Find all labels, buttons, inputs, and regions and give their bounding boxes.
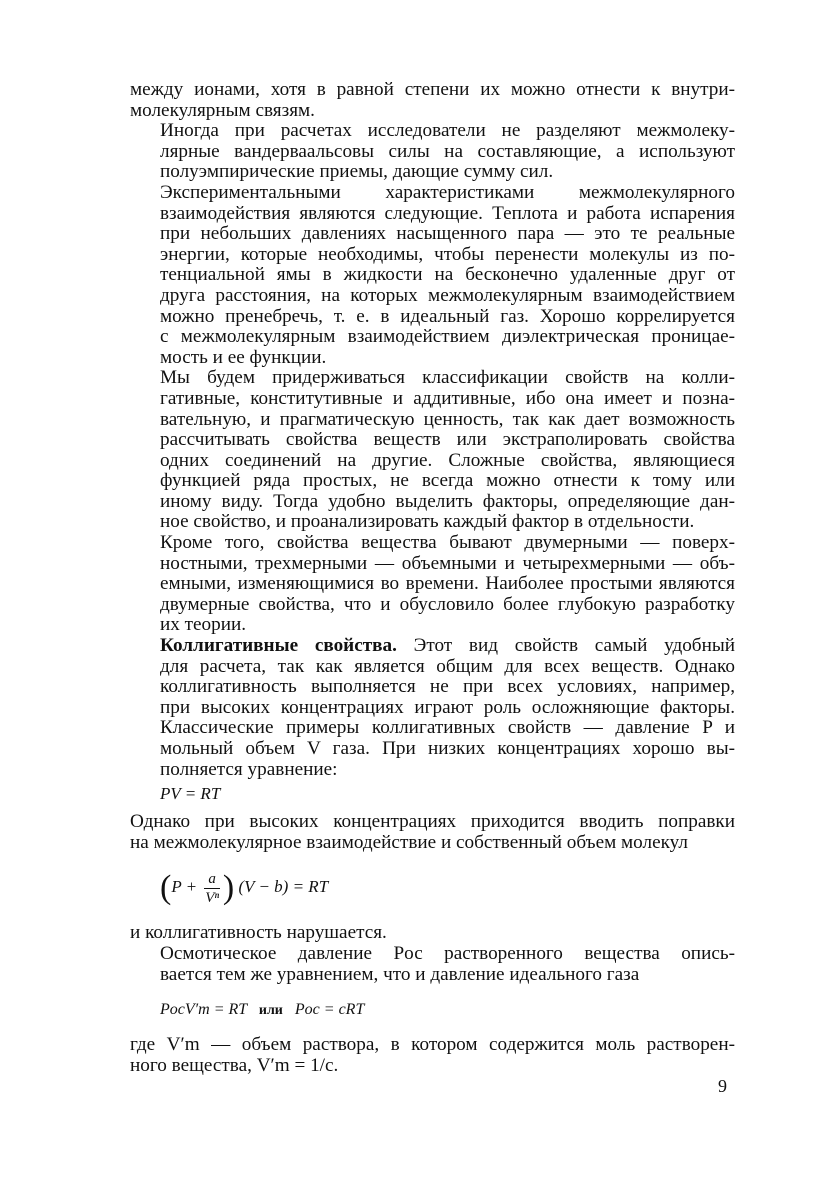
text-line: лярные вандерваальсовы силы на составляющие, а используют: [160, 140, 735, 162]
paragraph-1: [130, 80, 735, 121]
close-paren: ): [222, 869, 235, 907]
text-column: [130, 80, 735, 1076]
eq-osmotic-right: Pос = cRT: [294, 1001, 365, 1019]
text-line: Мы будем придерживаться классификации свойств на колли-: [160, 367, 735, 389]
text-line: Классические примеры коллигативных свойств — давление P и: [160, 717, 735, 739]
text-line: полняется уравнение:: [160, 758, 338, 780]
text-line: между ионами, хотя в равной степени их можно отнести к внутри-: [130, 79, 735, 100]
section-heading: Коллигативные свойства.: [160, 635, 397, 657]
eq-osmotic-left: PосV′m = RT: [160, 1001, 247, 1019]
fraction-denominator: Vⁿ: [205, 889, 220, 906]
text-line: при высоких концентрациях играют роль осложняющие факторы.: [160, 696, 735, 718]
text-line: с межмолекулярным взаимодействием диэлектрическая проницае-: [160, 326, 735, 348]
text-line: мость и ее функции.: [160, 346, 327, 368]
text-line: одних соединений на другие. Сложные свойства, являющиеся: [160, 449, 735, 471]
text-line: коллигативность выполняется не при всех условиях, например,: [160, 676, 735, 698]
text-line: функцией ряда простых, не всегда можно отнести к тому или: [160, 470, 735, 492]
text-line: где V′m — объем раствора, в котором содержится моль растворен-: [130, 1034, 735, 1056]
paragraph-9: [130, 944, 735, 985]
paragraph-8: [130, 923, 735, 944]
text-line: Однако при высоких концентрациях приходится вводить поправки: [130, 811, 735, 833]
text-line: Кроме того, свойства вещества бывают двумерными — поверх-: [160, 532, 735, 554]
eq-pressure-term: P +: [171, 877, 198, 897]
paragraph-4: [130, 368, 735, 533]
text-line: взаимодействия являются следующие. Теплота и работа испарения: [160, 202, 735, 224]
text-line: гативные, конститутивные и аддитивные, ибо она имеет и позна-: [160, 387, 735, 409]
text-line: их теории.: [160, 614, 247, 636]
page-number: 9: [718, 1076, 727, 1096]
fraction: [204, 870, 220, 907]
eq-conjunction: или: [258, 1003, 283, 1019]
text-line: [130, 636, 735, 657]
text-line: Экспериментальными характеристиками межмолекулярного: [160, 181, 735, 203]
text-line: вательную, и прагматическую ценность, так как дает возможность: [160, 408, 735, 430]
paragraph-5: [130, 533, 735, 636]
text-line: ного вещества, V′m = 1/c.: [130, 1054, 339, 1076]
paragraph-10: [130, 1035, 735, 1076]
text-line: полуэмпирические приемы, дающие сумму сил.: [160, 161, 554, 183]
text-line: Иногда при расчетах исследователи не разделяют межмолеку-: [160, 120, 735, 142]
text-line: ное свойство, и проанализировать каждый фактор в отдельности.: [160, 511, 695, 533]
equation-van-der-waals: [160, 869, 735, 907]
text-line: при небольших давлениях насыщенного пара — это те реальные: [160, 223, 735, 245]
text-line: и коллигативность нарушается.: [130, 922, 387, 944]
text-line: мольный объем V газа. При низких концентрациях хорошо вы-: [160, 738, 735, 759]
text-line: молекулярным связям.: [130, 99, 315, 121]
text-line: ностными, трехмерными — объемными и четырехмерными — объ-: [160, 552, 735, 574]
open-paren: (: [160, 869, 172, 907]
paragraph-6: [130, 636, 735, 780]
text-line: двумерные свойства, что и обусловило более глубокую разработку: [160, 593, 735, 615]
paragraph-3: [130, 183, 735, 368]
text-line: Осмотическое давление Pос растворенного вещества опись-: [160, 942, 735, 964]
text-line: вается тем же уравнением, что и давление идеального газа: [160, 963, 640, 985]
text-line: друга расстояния, на которых межмолекулярным взаимодействием: [160, 284, 735, 306]
text-line: для расчета, так как является общим для всех веществ. Однако: [160, 655, 735, 677]
eq-volume-term: (V − b) = RT: [238, 877, 329, 897]
fraction-numerator: a: [204, 870, 220, 889]
text-line: иному виду. Тогда удобно выделить факторы, определяющие дан-: [160, 490, 735, 512]
text-line: на межмолекулярное взаимодействие и собственный объем молекул: [130, 831, 688, 853]
text-line: рассчитывать свойства веществ или экстраполировать свойства: [160, 429, 735, 451]
paragraph-2: [130, 121, 735, 183]
paragraph-7: [130, 812, 735, 853]
equation-ideal-gas: PV = RT: [160, 784, 221, 804]
text-line: тенциальной ямы в жидкости на бесконечно удаленные друг от: [160, 264, 735, 286]
heading-continuation: Этот вид свойств самый удобный: [413, 635, 736, 657]
text-line: емными, изменяющимися во времени. Наиболее простыми являются: [160, 573, 735, 595]
text-line: можно пренебречь, т. е. в идеальный газ. Хорошо коррелируется: [160, 305, 735, 327]
equation-osmotic: [160, 1001, 735, 1019]
text-line: энергии, которые необходимы, чтобы перенести молекулы из по-: [160, 243, 735, 265]
